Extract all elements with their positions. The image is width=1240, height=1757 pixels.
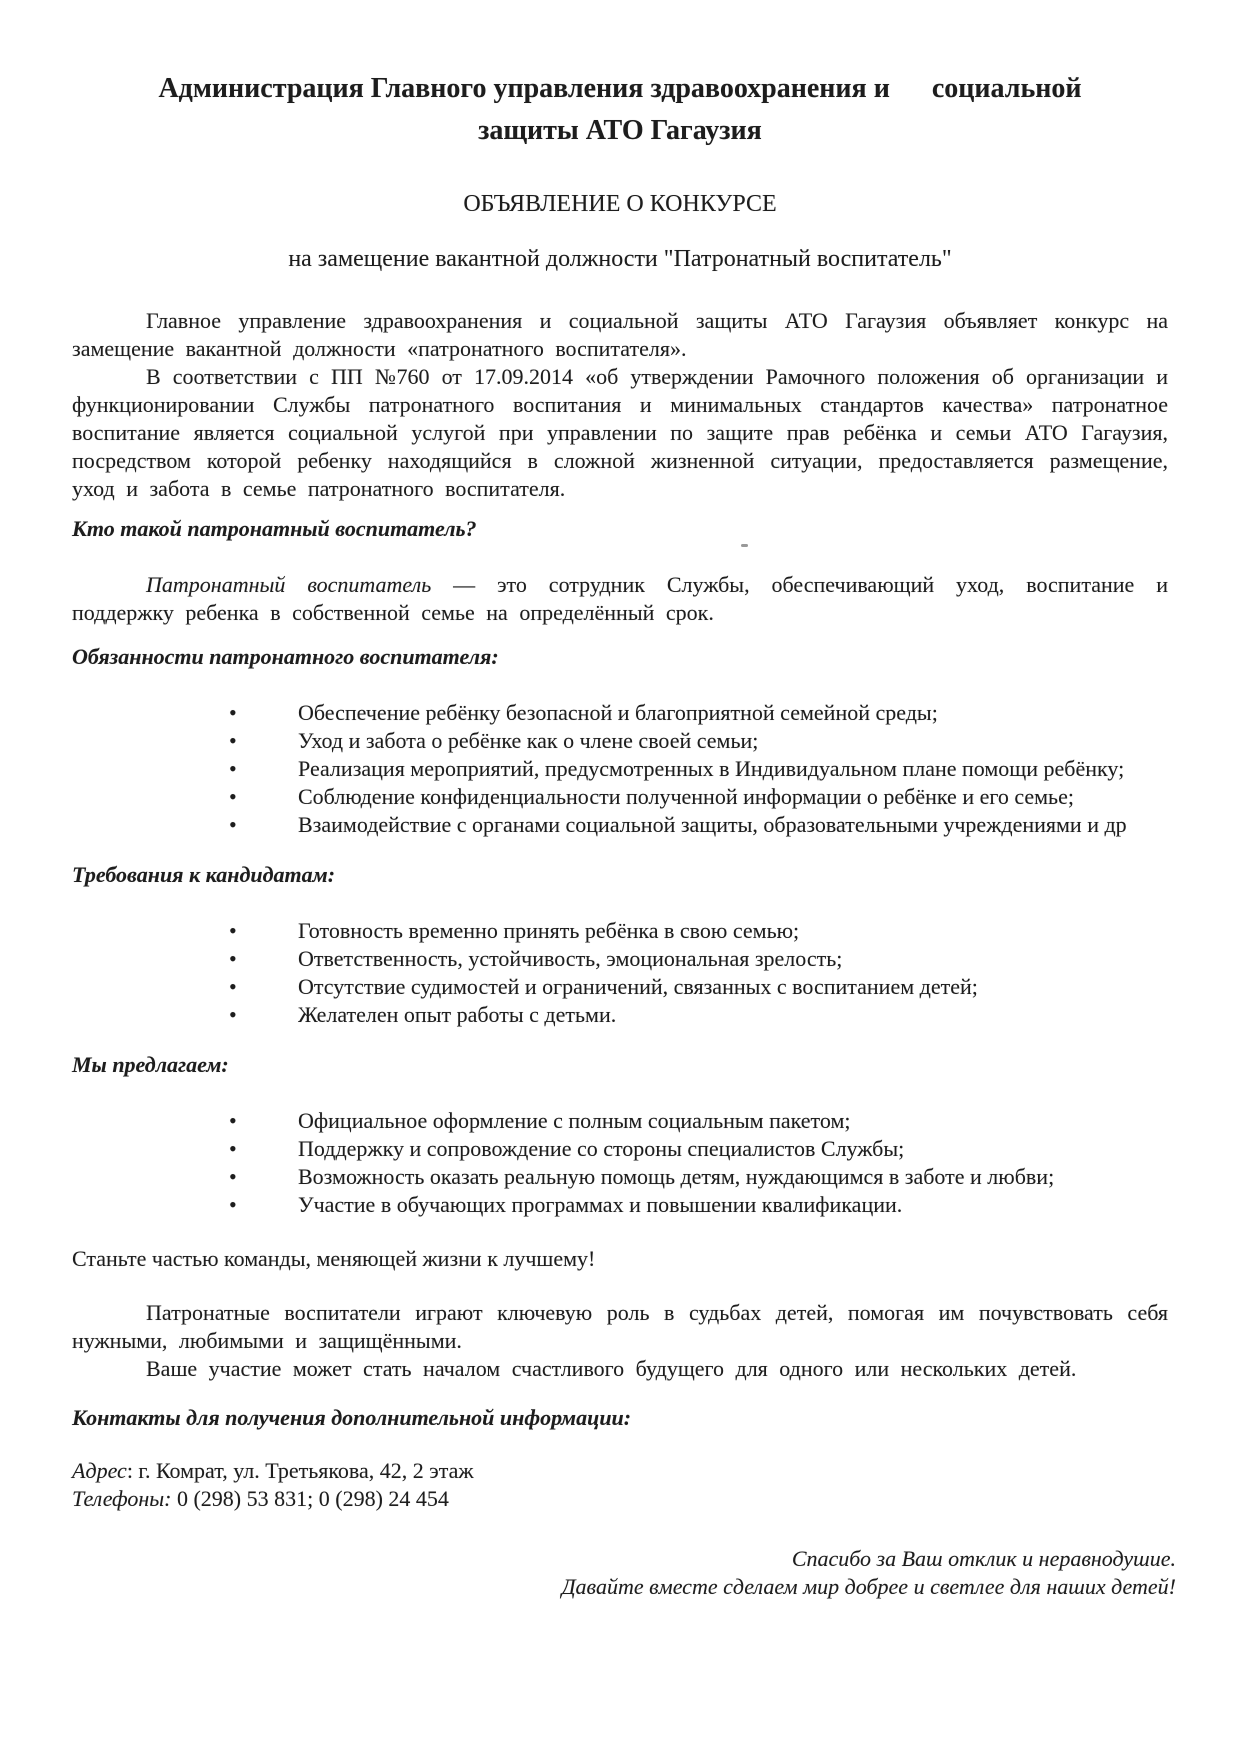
list-item [72, 1135, 1168, 1163]
requirements-list [72, 917, 1168, 1029]
bullet-icon: • [229, 756, 237, 781]
list-item [72, 945, 1168, 973]
phones-label: Телефоны: [72, 1486, 172, 1511]
list-item-text: Реализация мероприятий, предусмотренных в Индивидуальном плане помощи ребёнку; [298, 756, 1125, 781]
announcement-heading: ОБЪЯВЛЕНИЕ О КОНКУРСЕ [463, 191, 777, 217]
section-heading-requirements: Требования к кандидатам: [72, 862, 336, 887]
document-content [72, 0, 1176, 1601]
list-item [72, 699, 1168, 727]
section-heading-who: Кто такой патронатный воспитатель? [72, 516, 477, 541]
list-item [72, 811, 1168, 839]
list-item [72, 783, 1168, 811]
bullet-icon: • [229, 1108, 237, 1133]
list-item-text: Обеспечение ребёнку безопасной и благоприятной семейной среды; [298, 700, 938, 725]
list-item [72, 973, 1168, 1001]
offer-list [72, 1107, 1168, 1219]
list-item [72, 727, 1168, 755]
list-item-text: Возможность оказать реальную помощь детям, нуждающимся в заботе и любви; [298, 1164, 1055, 1189]
definition-lead-text: Патронатный воспитатель [146, 572, 432, 597]
address-value: : г. Комрат, ул. Третьякова, 42, 2 этаж [126, 1458, 474, 1483]
closing-paragraph-1: Патронатные воспитатели играют ключевую роль в судьбах детей, помогая им почувствовать себя нужными, любимыми и защищёнными. [72, 1300, 1168, 1353]
bullet-icon: • [229, 728, 237, 753]
bullet-icon: • [229, 946, 237, 971]
bullet-icon: • [229, 1164, 237, 1189]
list-item [72, 1163, 1168, 1191]
vacancy-subtitle: на замещение вакантной должности "Патронатный воспитатель" [288, 246, 952, 272]
list-item-text: Готовность временно принять ребёнка в свою семью; [298, 918, 800, 943]
duties-list [72, 699, 1168, 839]
list-item [72, 1107, 1168, 1135]
list-item-text: Взаимодействие с органами социальной защиты, образовательными учреждениями и др [298, 812, 1127, 837]
bullet-icon: • [229, 1136, 237, 1161]
intro-paragraph-1: Главное управление здравоохранения и социальной защиты АТО Гагаузия объявляет конкурс на замещение вакантной должности «патронатного воспитателя». [72, 308, 1168, 361]
signoff-line-1: Спасибо за Ваш отклик и неравнодушие. [791, 1546, 1176, 1571]
bullet-icon: • [229, 700, 237, 725]
list-item [72, 917, 1168, 945]
list-item-text: Поддержку и сопровождение со стороны специалистов Службы; [298, 1136, 905, 1161]
call-to-action: Станьте частью команды, меняющей жизни к лучшему! [72, 1246, 596, 1271]
list-item-text: Желателен опыт работы с детьми. [298, 1002, 617, 1027]
document-title [72, 68, 1168, 152]
list-item-text: Официальное оформление с полным социальным пакетом; [298, 1108, 851, 1133]
signoff [72, 1545, 1176, 1601]
section-heading-duties: Обязанности патронатного воспитателя: [72, 644, 499, 669]
bullet-icon: • [229, 1192, 237, 1217]
document-title-line1: Администрация Главного управления здравоохранения и социальной [158, 73, 1082, 104]
list-item-text: Ответственность, устойчивость, эмоциональная зрелость; [298, 946, 843, 971]
document-title-line2: защиты АТО Гагаузия [478, 115, 762, 146]
phones-value: 0 (298) 53 831; 0 (298) 24 454 [171, 1486, 449, 1511]
section-heading-contacts: Контакты для получения дополнительной информации: [72, 1405, 632, 1430]
bullet-icon: • [229, 784, 237, 809]
list-item-text: Отсутствие судимостей и ограничений, связанных с воспитанием детей; [298, 974, 978, 999]
signoff-line-2: Давайте вместе сделаем мир добрее и светлее для наших детей! [561, 1574, 1176, 1599]
list-item-text: Соблюдение конфиденциальности полученной информации о ребёнке и его семье; [298, 784, 1074, 809]
bullet-icon: • [229, 1002, 237, 1027]
list-item [72, 1001, 1168, 1029]
phones-line [72, 1485, 1168, 1513]
list-item-text: Участие в обучающих программах и повышении квалификации. [298, 1192, 903, 1217]
list-item [72, 755, 1168, 783]
definition-paragraph [72, 571, 1168, 627]
scan-artifact-dot [741, 544, 748, 547]
definition-rest-text: — это сотрудник Службы, обеспечивающий уход, воспитание и поддержку ребенка в собственной семье на определённый срок. [72, 572, 1168, 625]
address-line [72, 1457, 1168, 1485]
list-item [72, 1191, 1168, 1219]
bullet-icon: • [229, 918, 237, 943]
bullet-icon: • [229, 974, 237, 999]
list-item-text: Уход и забота о ребёнке как о члене своей семьи; [298, 728, 759, 753]
contact-details [72, 1457, 1168, 1513]
section-heading-offer: Мы предлагаем: [72, 1052, 229, 1077]
bullet-icon: • [229, 812, 237, 837]
closing-paragraph-2: Ваше участие может стать началом счастливого будущего для одного или нескольких детей. [146, 1356, 1077, 1381]
intro-paragraph-2: В соответствии с ПП №760 от 17.09.2014 «об утверждении Рамочного положения об организации и функционировании Службы патронатного воспитания и минимальных стандартов качества» патронатное воспитание является социальной услугой при управлении по защите прав ребёнка и семьи АТО Гагаузия, посредством которой ребенку находящийся в сложной жизненной ситуации, предоставляется размещение, уход и забота в семье патронатного воспитателя. [72, 364, 1168, 501]
address-label: Адрес [72, 1458, 127, 1483]
